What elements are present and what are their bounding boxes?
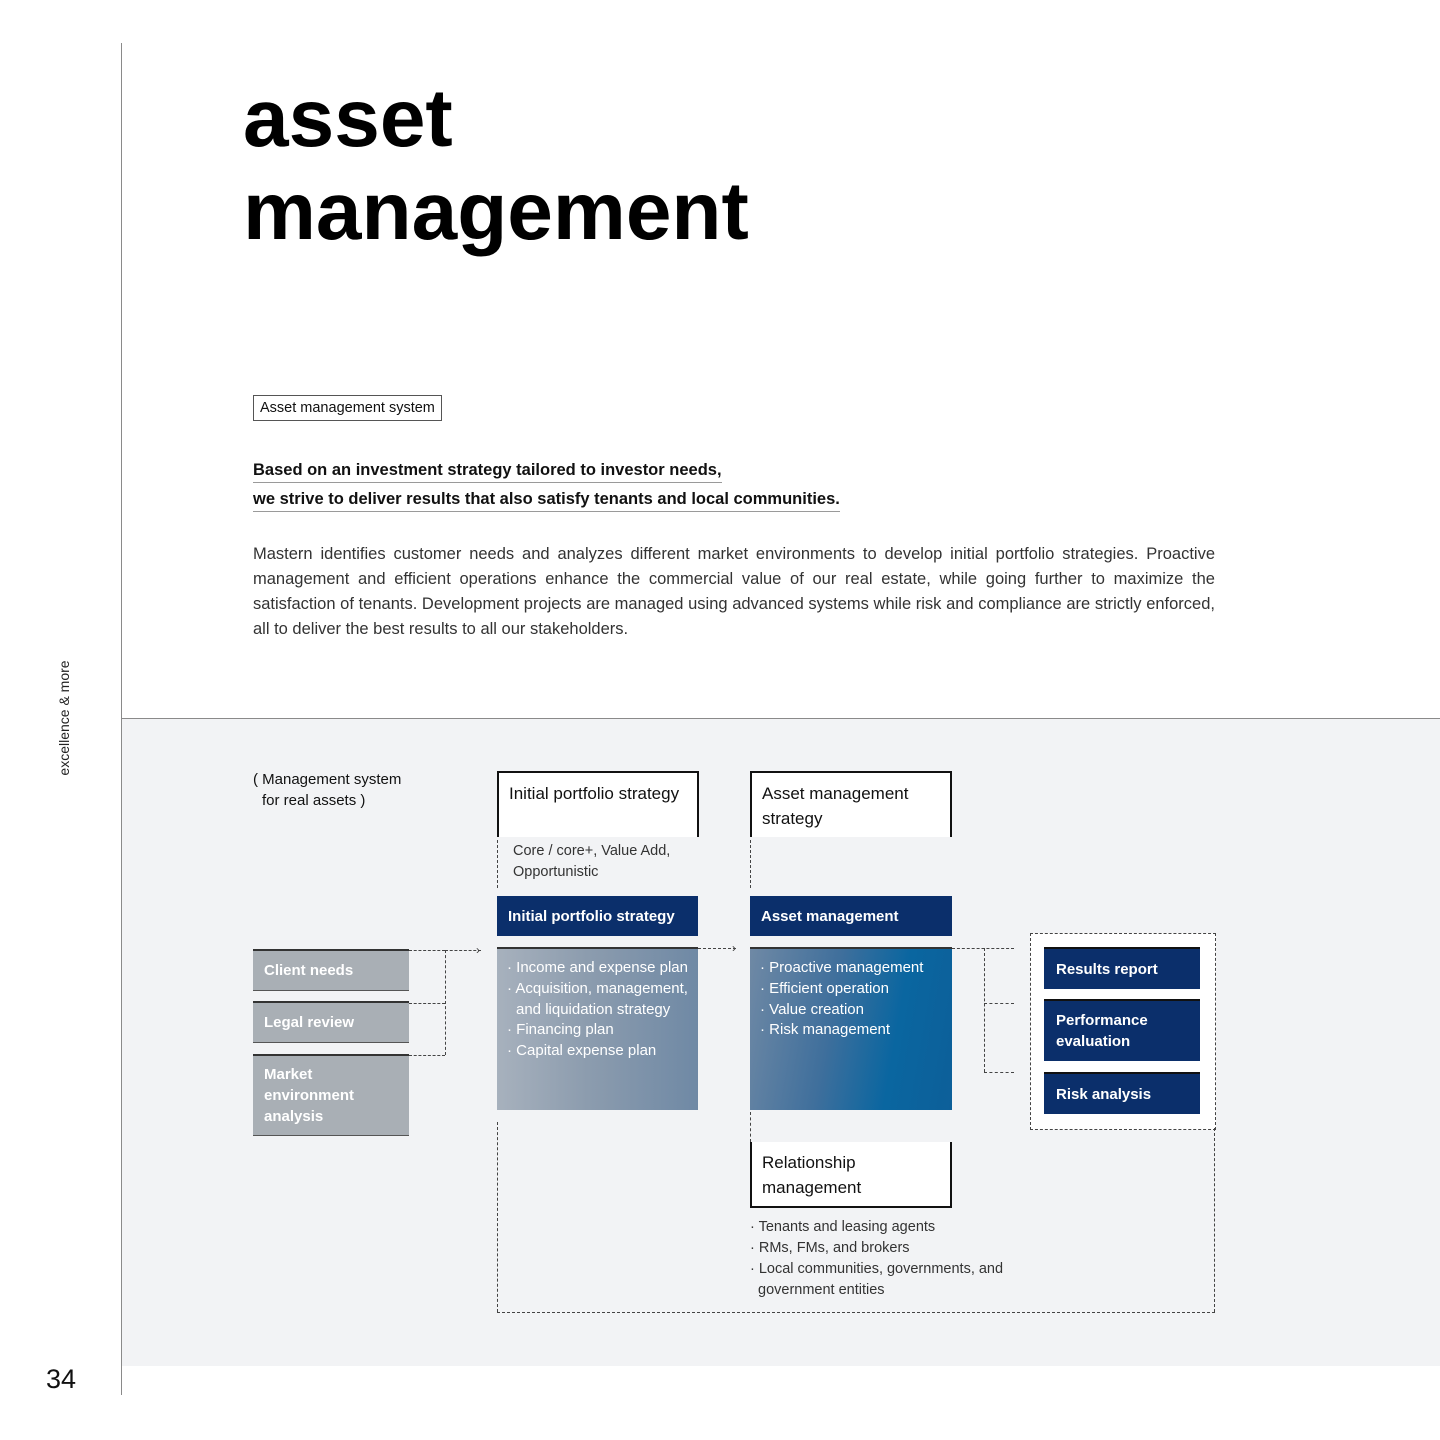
connector xyxy=(984,1072,1014,1073)
col1-header: Initial portfolio strategy xyxy=(497,771,699,837)
col2-bullet: · Proactive management xyxy=(760,959,924,976)
page-title-line2: management xyxy=(243,166,749,257)
connector xyxy=(750,1112,751,1142)
col1-bullets xyxy=(497,947,698,1110)
col1-bullet: · Income and expense plan xyxy=(507,959,688,976)
connector xyxy=(497,1312,1215,1313)
connector xyxy=(698,948,736,949)
section-badge: Asset management system xyxy=(253,395,442,421)
col2-bullet: · Risk management xyxy=(760,1021,891,1039)
connector xyxy=(1214,1128,1215,1312)
col1-bullet: · Acquisition, management, and liquidation strategy xyxy=(507,979,688,1018)
connector xyxy=(952,948,1014,949)
diagram-label-line1: ( Management system xyxy=(253,771,402,788)
col2-bar: Asset management xyxy=(750,896,952,936)
col2-header: Asset management strategy xyxy=(750,771,952,837)
input-legal-review: Legal review xyxy=(253,1001,409,1043)
col2-bullet: · Efficient operation xyxy=(760,979,889,997)
input-client-needs: Client needs xyxy=(253,949,409,991)
relationship-header: Relationship management xyxy=(750,1142,952,1208)
col1-bullet: · Capital expense plan xyxy=(507,1042,657,1060)
relationship-bullets xyxy=(750,1217,1010,1301)
side-label: excellence & more xyxy=(56,660,72,776)
arrow-icon: › xyxy=(476,943,480,957)
body-paragraph: Mastern identifies customer needs and analyzes different market environments to develop initial portfolio strategies. Proactive management and efficient operations enhance the commercial value of our real estate, while going further to maximize the satisfaction of tenants. Development projects are managed using advanced systems while risk and compliance are strictly enforced, all to deliver the best results to all our stakeholders. xyxy=(253,545,1215,638)
relationship-bullet: · Local communities, governments, and government entities xyxy=(750,1261,1004,1298)
arrow-icon: › xyxy=(732,941,736,955)
page-number: 34 xyxy=(46,1364,77,1394)
output-results-report: Results report xyxy=(1044,947,1200,989)
col2-bullets xyxy=(750,947,952,1110)
headline-line2: we strive to deliver results that also satisfy tenants and local communities. xyxy=(253,490,840,512)
connector xyxy=(984,948,985,1072)
page-title-line1: asset xyxy=(243,73,453,164)
page-title xyxy=(243,72,749,258)
col1-connector xyxy=(497,840,498,888)
input-market-analysis: Market environment analysis xyxy=(253,1054,409,1136)
output-risk-analysis: Risk analysis xyxy=(1044,1072,1200,1114)
diagram-label-line2: for real assets ) xyxy=(262,792,366,809)
connector xyxy=(497,1122,498,1312)
col1-bar: Initial portfolio strategy xyxy=(497,896,698,936)
connector xyxy=(984,1003,1014,1004)
col2-bullet: · Value creation xyxy=(760,1000,864,1018)
relationship-bullet: · RMs, FMs, and brokers xyxy=(750,1240,910,1256)
col1-note: Core / core+, Value Add, Opportunistic xyxy=(513,843,671,880)
output-performance-evaluation: Performance evaluation xyxy=(1044,999,1200,1061)
relationship-bullet: · Tenants and leasing agents xyxy=(750,1219,936,1235)
diagram-label xyxy=(253,769,401,811)
connector xyxy=(445,950,446,1055)
connector xyxy=(409,1003,445,1004)
connector xyxy=(409,1055,445,1056)
col1-bullet: · Financing plan xyxy=(507,1021,614,1039)
headline-line1: Based on an investment strategy tailored to investor needs, xyxy=(253,461,722,483)
col2-connector xyxy=(750,840,751,888)
connector xyxy=(409,950,445,951)
